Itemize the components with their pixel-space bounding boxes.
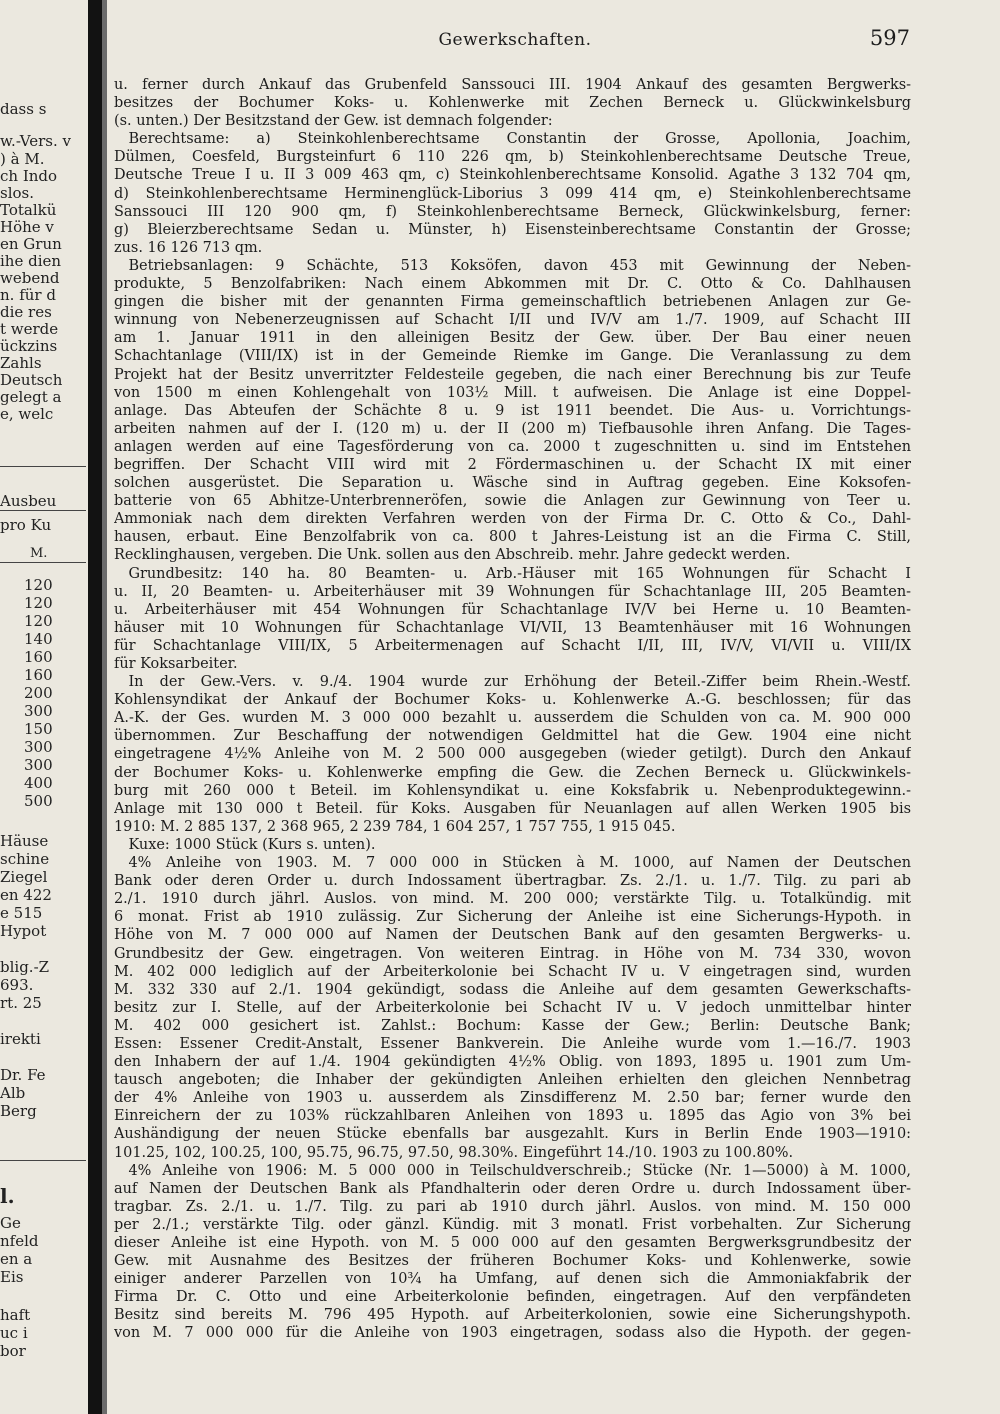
margin-fragment: dass s [0,100,47,118]
text-line: g) Bleierzberechtsame Sedan u. Münster, h) Eisensteinberechtsame Constantin der Grosse; [114,221,911,238]
text-line: 1910: M. 2 885 137, 2 368 965, 2 239 784, 1 604 257, 1 757 755, 1 915 045. [114,818,676,835]
text-line: Aushändigung der neuen Stücke ebenfalls bar ausgezahlt. Kurs in Berlin Ende 1903—1910: [114,1126,911,1143]
margin-fragment: ch Indo [0,167,58,185]
margin-rule [0,510,86,511]
text-line: u. Arbeiterhäuser mit 454 Wohnungen für Schachtanlage IV/V bei Herne u. 10 Beamten- [114,601,911,618]
text-line: Anlage mit 130 000 t Beteil. für Koks. Ausgaben für Neuanlagen auf allen Werken 1905 bis [114,800,911,817]
text-line: batterie von 65 Abhitze-Unterbrenneröfen, sowie die Anlagen zur Gewinnung von Teer u. [114,493,911,510]
margin-fragment: Deutsch [0,371,63,389]
margin-fragment: Ziegel [0,868,48,886]
margin-rule [0,562,86,563]
text-line: Einreichern der zu 103% rückzahlbaren Anleihen von 1893 u. 1895 das Agio von 3% bei [114,1108,911,1125]
text-line: 4% Anleihe von 1903. M. 7 000 000 in Stücken à M. 1000, auf Namen der Deutschen [114,855,911,872]
text-line: hausen, erbaut. Eine Benzolfabrik von ca. 800 t Jahres-Leistung ist an die Firma C. Still, [114,529,911,546]
margin-fragment: 200 [24,684,53,702]
text-line: besitz zur I. Stelle, auf der Arbeiterkolonie bei Schacht IV u. V jedoch unmittelbar hinter [114,999,911,1016]
text-line: Gew. mit Ausnahme des Besitzes der früheren Bochumer Koks- und Kohlenwerke, sowie [114,1253,911,1270]
text-line: Sanssouci III 120 900 qm, f) Steinkohlenberechtsame Berneck, Glückwinkelsburg, ferner: [114,203,911,220]
margin-fragment: Höhe v [0,218,54,236]
text-line: M. 332 330 auf 2./1. 1904 gekündigt, sodass die Anleihe auf dem gesamten Gewerkschafts- [114,981,911,998]
margin-fragment: 300 [24,702,53,720]
text-line: M. 402 000 lediglich auf der Arbeiterkolonie bei Schacht IV u. V eingetragen sind, wurden [114,963,911,980]
text-line: von M. 7 000 000 für die Anleihe von 1903 eingetragen, sodass also die Hypoth. der gegen- [114,1325,911,1342]
text-line: M. 402 000 gesichert ist. Zahlst.: Bochum: Kasse der Gew.; Berlin: Deutsche Bank; [114,1017,911,1034]
margin-fragment: uc i [0,1324,28,1342]
text-line: 4% Anleihe von 1906: M. 5 000 000 in Teilschuldverschreib.; Stücke (Nr. 1—5000) à M. 1000, [114,1162,911,1179]
text-line: Berechtsame: a) Steinkohlenberechtsame Constantin der Grosse, Apollonia, Joachim, [114,131,911,148]
binding-gutter [88,0,102,1414]
text-line: Höhe von M. 7 000 000 auf Namen der Deutschen Bank auf den gesamten Bergwerks- u. [114,927,911,944]
margin-fragment: nfeld [0,1232,39,1250]
text-line: Schachtanlage (VIII/IX) ist in der Gemeinde Riemke im Gange. Die Veranlassung zu dem [114,348,911,365]
margin-fragment: pro Ku [0,516,52,534]
margin-fragment: 150 [24,720,53,738]
margin-fragment: w.-Vers. v [0,132,72,150]
text-line: Betriebsanlagen: 9 Schächte, 513 Koksöfen, davon 453 mit Gewinnung der Neben- [114,257,911,274]
text-line: Firma Dr. C. Otto und eine Arbeiterkolonie befinden, eingetragen. Auf den verpfändeten [114,1289,911,1306]
text-line: Grundbesitz: 140 ha. 80 Beamten- u. Arb.-Häuser mit 165 Wohnungen für Schacht I [114,565,911,582]
binding-shadow [102,0,107,1414]
margin-fragment: Häuse [0,832,49,850]
text-line: produkte, 5 Benzolfabriken: Nach einem Abkommen mit Dr. C. Otto & Co. Dahlhausen [114,276,911,293]
text-line: häuser mit 10 Wohnungen für Schachtanlage VI/VII, 13 Beamtenhäuser mit 16 Wohnungen [114,619,911,636]
margin-fragment: Alb [0,1084,26,1102]
margin-fragment: Totalkü [0,201,57,219]
text-line: zus. 16 126 713 qm. [114,239,263,256]
text-line: eingetragene 4½% Anleihe von M. 2 500 000 ausgegeben (wieder getilgt). Durch den Ankauf [114,746,911,763]
text-line: u. ferner durch Ankauf das Grubenfeld Sanssouci III. 1904 Ankauf des gesamten Bergwerks- [114,77,911,93]
margin-fragment: 300 [24,756,53,774]
margin-fragment: 120 [24,576,53,594]
margin-fragment: 120 [24,612,53,630]
margin-fragment: blig.-Z [0,958,50,976]
text-line: Recklinghausen, vergeben. Die Unk. sollen aus den Abschreib. mehr. Jahre gedeckt werden. [114,547,791,564]
text-line: Besitz sind bereits M. 796 495 Hypoth. auf Arbeiterkolonien, sowie eine Sicherungshypoth. [114,1307,911,1324]
text-line: Ammoniak nach dem direkten Verfahren werden von der Firma Dr. C. Otto & Co., Dahl- [114,511,911,528]
margin-fragment: 140 [24,630,53,648]
text-line: begriffen. Der Schacht VIII wird mit 2 Fördermaschinen u. der Schacht IX mit einer [114,456,911,473]
text-line: 2./1. 1910 durch jährl. Auslos. von mind. M. 200 000; verstärkte Tilg. u. Totalkündig. mit [114,891,911,908]
margin-fragment: 160 [24,666,53,684]
text-line: auf Namen der Deutschen Bank als Pfandhalterin oder deren Ordre u. durch Indossament über- [114,1180,911,1197]
text-line: Deutsche Treue I u. II 3 009 463 qm, c) Steinkohlenberechtsame Konsolid. Agathe 3 132 704 qm, [114,167,911,184]
margin-fragment: ) à M. [0,150,45,168]
text-line: u. II, 20 Beamten- u. Arbeiterhäuser mit 39 Wohnungen für Schachtanlage III, 205 Beamten- [114,583,911,600]
text-line: solchen ausgerüstet. Die Separation u. Wäsche sind in Auftrag gegeben. Eine Koksofen- [114,475,911,492]
margin-fragment: Zahls [0,354,42,372]
margin-fragment: 160 [24,648,53,666]
margin-fragment: gelegt a [0,388,62,406]
margin-fragment: haft [0,1306,31,1324]
page-number: 597 [869,26,910,50]
text-line: Bank oder deren Order u. durch Indossament übertragbar. Zs. 2./1. u. 1./7. Tilg. zu pari ab [114,873,911,890]
text-line: tausch angeboten; die Inhaber der gekündigten Anleihen erhielten den gleichen Nennbetrag [114,1072,911,1089]
margin-fragment: Eis [0,1268,24,1286]
margin-fragment: slos. [0,184,34,202]
text-line: Dülmen, Coesfeld, Burgsteinfurt 6 110 226 qm, b) Steinkohlenberechtsame Deutsche Treue, [114,149,911,166]
text-line: für Schachtanlage VIII/IX, 5 Arbeitermenagen auf Schacht I/II, III, IV/V, VI/VII u. VIII/IX [114,637,911,654]
margin-fragment: t werde [0,320,59,338]
margin-fragment: irekti [0,1030,41,1048]
text-line: Projekt hat der Besitz unverritzter Feldesteile gegeben, die nach einer Berechnung bis zur Teufe [114,366,911,383]
margin-fragment: Dr. Fe [0,1066,46,1084]
text-line: Grundbesitz der Gew. eingetragen. Von weiteren Eintrag. in Höhe von M. 734 330, wovon [114,945,911,962]
margin-fragment: e 515 [0,904,43,922]
text-line: von 1500 m einen Kohlengehalt von 103½ Mill. t aufweisen. Die Anlage ist eine Doppel- [114,384,911,401]
text-line: einiger anderer Parzellen von 10¾ ha Umfang, auf denen sich die Ammoniakfabrik der [114,1271,911,1288]
text-line: der 4% Anleihe von 1903 u. ausserdem als Zinsdifferenz M. 2.50 bar; ferner wurde den [114,1090,911,1107]
text-line: tragbar. Zs. 2./1. u. 1./7. Tilg. zu pari ab 1910 durch jährl. Auslos. von mind. M. 150 000 [114,1198,911,1215]
text-line: In der Gew.-Vers. v. 9./4. 1904 wurde zur Erhöhung der Beteil.-Ziffer beim Rhein.-Westf. [114,674,911,691]
margin-fragment: en Grun [0,235,62,253]
text-line: 6 monat. Frist ab 1910 zulässig. Zur Sicherung der Anleihe ist eine Sicherungs-Hypoth. in [114,909,911,926]
previous-page-fragment [0,0,88,1414]
margin-fragment: n. für d [0,286,56,304]
text-line: per 2./1.; verstärkte Tilg. oder gänzl. Kündig. mit 3 monatl. Frist vorbehalten. Zur Sicherung [114,1216,911,1233]
page-title: Gewerkschaften. [438,30,592,50]
margin-fragment: en 422 [0,886,52,904]
margin-fragment: e, welc [0,405,54,423]
margin-fragment: 120 [24,594,53,612]
margin-fragment: schine [0,850,50,868]
margin-fragment: Ausbeu [0,492,57,510]
margin-fragment: Ge [0,1214,21,1232]
margin-fragment: Hypot [0,922,47,940]
text-line: der Bochumer Koks- u. Kohlenwerke empfing die Gew. die Zechen Berneck u. Glückwinkels- [114,764,911,781]
text-line: arbeiten nahmen auf der I. (120 m) u. der II (200 m) Tiefbausohle ihren Anfang. Die Tages- [114,420,911,437]
text-line: übernommen. Zur Beschaffung der notwendigen Geldmittel hat die Gew. 1904 eine nicht [114,728,911,745]
text-line: anlage. Das Abteufen der Schächte 8 u. 9 ist 1911 beendet. Die Aus- u. Vorrichtungs- [114,402,911,419]
text-line: Essen: Essener Credit-Anstalt, Essener Bankverein. Die Anleihe wurde vom 1.—16./7. 1903 [114,1035,911,1052]
text-line: gingen die bisher mit der genannten Firma gemeinschaftlich betriebenen Anlagen zur Ge- [114,294,911,311]
margin-fragment: ückzins [0,337,58,355]
margin-fragment: bor [0,1342,26,1360]
text-line: A.-K. der Ges. wurden M. 3 000 000 bezahlt u. ausserdem die Schulden von ca. M. 900 000 [114,710,911,727]
margin-fragment: 400 [24,774,53,792]
text-line: Kuxe: 1000 Stück (Kurs s. unten). [114,836,376,853]
text-line: dieser Anleihe ist eine Hypoth. von M. 5 000 000 auf den gesamten Bergwerksgrundbesitz der [114,1235,911,1251]
text-line: besitzes der Bochumer Koks- u. Kohlenwerke mit Zechen Berneck u. Glückwinkelsburg [114,95,911,112]
margin-fragment: die res [0,303,52,321]
margin-fragment: webend [0,269,60,287]
text-line: für Koksarbeiter. [114,656,238,672]
margin-fragment: en a [0,1250,33,1268]
margin-fragment: 500 [24,792,53,810]
text-line: den Inhabern der auf 1./4. 1904 gekündigten 4½% Oblig. von 1893, 1895 u. 1901 zum Um- [114,1054,911,1071]
margin-fragment: ihe dien [0,252,62,270]
margin-fragment: rt. 25 [0,994,42,1012]
text-line: 101.25, 102, 100.25, 100, 95.75, 96.75, 97.50, 98.30%. Eingeführt 14./10. 1903 zu 100.80%. [114,1144,794,1161]
text-line: winnung von Nebenerzeugnissen auf Schacht I/II und IV/V am 1./7. 1909, auf Schacht III [114,312,911,329]
text-line: anlagen werden auf eine Tagesförderung von ca. 2000 t zugeschnitten u. sind im Entstehen [114,438,911,455]
page-header [120,26,910,56]
margin-fragment: 693. [0,976,34,994]
margin-rule [0,466,86,467]
text-line: d) Steinkohlenberechtsame Herminenglück-Liborius 3 099 414 qm, e) Steinkohlenberechtsame [114,185,911,202]
margin-fragment: M. [30,546,48,561]
margin-rule [0,1160,86,1161]
margin-fragment: Berg [0,1102,37,1120]
text-line: (s. unten.) Der Besitzstand der Gew. ist demnach folgender: [114,113,553,130]
margin-fragment: 300 [24,738,53,756]
margin-fragment: l. [0,1184,15,1208]
text-line: am 1. Januar 1911 in den alleinigen Besitz der Gew. über. Der Bau einer neuen [114,330,911,347]
text-line: Kohlensyndikat der Ankauf der Bochumer Koks- u. Kohlenwerke A.-G. beschlossen; für das [114,692,911,709]
main-text-column [114,76,911,1343]
text-line: burg mit 260 000 t Beteil. im Kohlensyndikat u. eine Koksfabrik u. Nebenproduktegewinn.- [114,782,911,799]
